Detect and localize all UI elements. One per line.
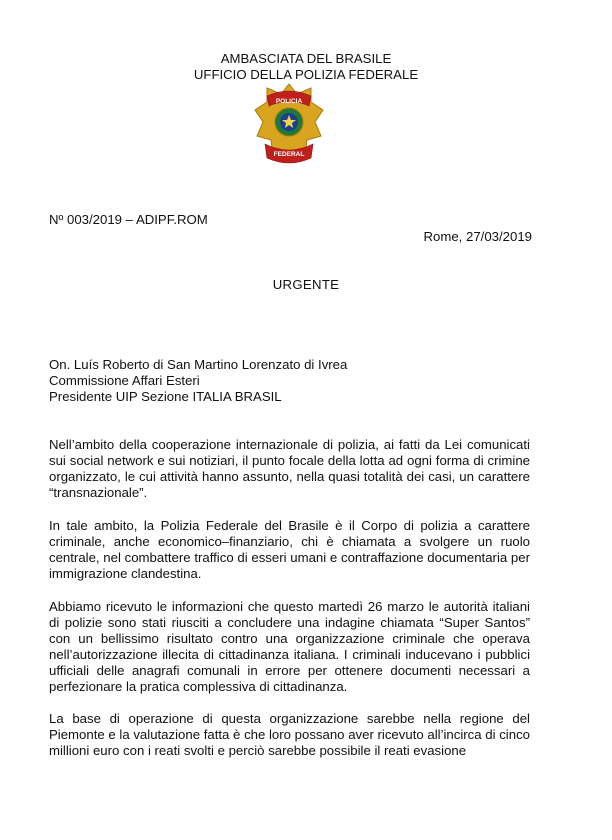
protocol-number: Nº 003/2019 – ADIPF.ROM bbox=[49, 212, 208, 227]
body-paragraph: In tale ambito, la Polizia Federale del Brasile è il Corpo di polizia a carattere criminale, anche economico–finanziario, chi è chiamata a svolgere un ruolo centrale, nel combattere traffico di esseri umani e contraffazione documentaria per immigrazione clandestina. bbox=[49, 518, 530, 581]
recipient-commission: Commissione Affari Esteri bbox=[49, 373, 200, 388]
badge-top-text: POLICIA bbox=[275, 98, 303, 105]
letterhead-office: UFFICIO DELLA POLIZIA FEDERALE bbox=[193, 67, 419, 82]
body-paragraph: Abbiamo ricevuto le informazioni che questo martedì 26 marzo le autorità italiani di polizie sono stati riusciti a concludere una indagine chiamata “Super Santos” con un bellissimo risultato contro una organizzazione criminale che operava nell’autorizzazione illecita di cittadinanza italiana. I criminali inducevano i pubblici ufficiali delle anagrafi comunali in errore per ottenere documenti necessari a perfezionare la pratica complessiva di cittadinanza. bbox=[49, 599, 530, 694]
urgent-label: URGENTE bbox=[272, 277, 340, 292]
letter-date: Rome, 27/03/2019 bbox=[423, 229, 532, 244]
letterhead bbox=[0, 51, 612, 83]
body-paragraph: La base di operazione di questa organizzazione sarebbe nella regione del Piemonte e la valutazione fatta è che loro possano aver ricevuto all’incirca di cinco millioni euro con i reati svolti e perciò sarebbe possibile il reati evasione bbox=[49, 711, 530, 758]
police-federal-badge-icon bbox=[253, 82, 325, 172]
letterhead-embassy: AMBASCIATA DEL BRASILE bbox=[220, 51, 392, 66]
recipient-role: Presidente UIP Sezione ITALIA BRASIL bbox=[49, 389, 282, 404]
recipient-block bbox=[49, 357, 347, 405]
body-paragraph: Nell’ambito della cooperazione internazionale di polizia, ai fatti da Lei comunicati sui social network e sui notiziari, il punto focale della lotta ad ogni forma di crimine organizzato, le cui attività hanno assunto, nella quasi totalità dei casi, un carattere “transnazionale”. bbox=[49, 437, 530, 500]
recipient-name: On. Luís Roberto di San Martino Lorenzato di Ivrea bbox=[49, 357, 348, 372]
badge-bottom-text: FEDERAL bbox=[273, 151, 305, 158]
